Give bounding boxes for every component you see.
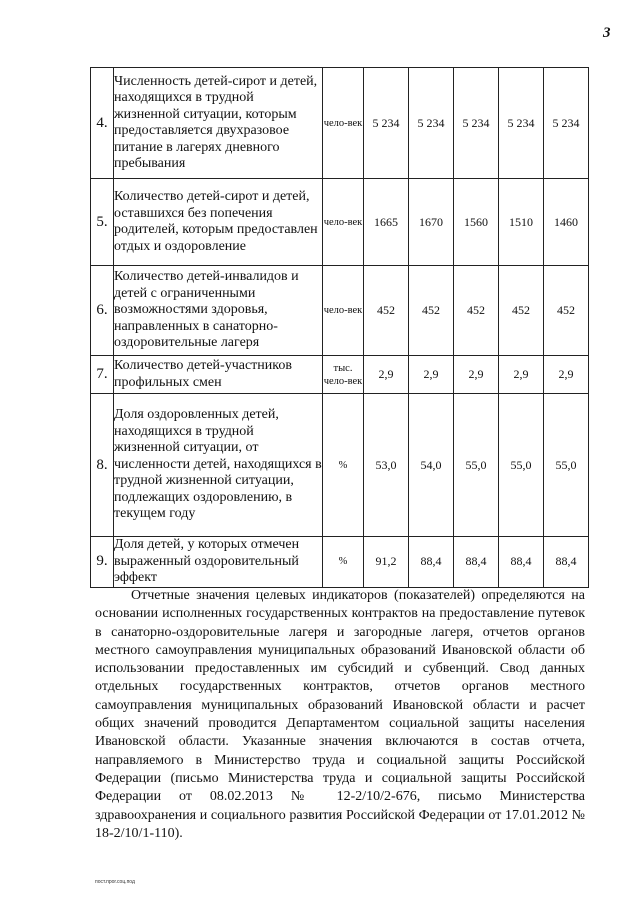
indicator-value: 452 — [544, 266, 589, 356]
indicator-value: 91,2 — [364, 537, 409, 588]
indicator-value: 88,4 — [544, 537, 589, 588]
unit-of-measure: тыс. чело-век — [323, 356, 364, 394]
indicator-value: 1510 — [499, 179, 544, 266]
unit-of-measure: % — [323, 394, 364, 537]
indicator-value: 5 234 — [409, 68, 454, 179]
indicator-value: 2,9 — [364, 356, 409, 394]
indicator-name: Доля оздоровленных детей, находящихся в трудной жизненной ситуации, от численности детей, находящихся в трудной жизненной ситуации, подлежащих оздоровлению, в текущем году — [114, 394, 323, 537]
paragraph-text: Отчетные значения целевых индикаторов (показателей) определяются на основании исполненных государственных контрактов на предоставление путевок в санаторно-оздоровительные лагеря и загородные лагеря, отчетов органов местного самоуправления муниципальных образований Ивановской области об использовании предоставленных им субсидий и субвенций. Свод данных отдельных государственных контрактов, отчетов органов местного самоуправления муниципальных образований Ивановской области и расчет общих значений проводится Департаментом социальной защиты населения Ивановской области. Указанные значения включаются в состав отчета, направляемого в Министерство труда и социальной защиты Российской Федерации (письмо Министерства труда и социальной защиты Российской Федерации от 08.02.2013 № 12-2/10/2-676, письмо Министерства здравоохранения и социального развития Российской Федерации от 17.01.2012 № 18-2/10/1-110). — [95, 588, 585, 841]
indicators-table — [90, 67, 589, 588]
indicator-value: 2,9 — [454, 356, 499, 394]
indicator-value: 1670 — [409, 179, 454, 266]
unit-of-measure: чело-век — [323, 68, 364, 179]
indicator-value: 88,4 — [409, 537, 454, 588]
indicator-value: 55,0 — [544, 394, 589, 537]
indicator-value: 1460 — [544, 179, 589, 266]
row-number: 7. — [91, 356, 114, 394]
indicator-name: Количество детей-сирот и детей, оставшихся без попечения родителей, которым предоставлен отдых и оздоровление — [114, 179, 323, 266]
unit-of-measure: чело-век — [323, 179, 364, 266]
row-number: 5. — [91, 179, 114, 266]
indicator-value: 55,0 — [454, 394, 499, 537]
indicator-value: 88,4 — [499, 537, 544, 588]
row-number: 6. — [91, 266, 114, 356]
unit-of-measure: % — [323, 537, 364, 588]
body-paragraph — [95, 587, 585, 843]
indicator-value: 1560 — [454, 179, 499, 266]
table-row — [91, 179, 589, 266]
indicator-name: Количество детей-инвалидов и детей с ограниченными возможностями здоровья, направленных в санаторно-оздоровительные лагеря — [114, 266, 323, 356]
table-row — [91, 266, 589, 356]
indicator-value: 452 — [499, 266, 544, 356]
indicator-value: 2,9 — [409, 356, 454, 394]
indicator-value: 5 234 — [364, 68, 409, 179]
unit-of-measure: чело-век — [323, 266, 364, 356]
indicator-value: 452 — [454, 266, 499, 356]
indicator-name: Доля детей, у которых отмечен выраженный оздоровительный эффект — [114, 537, 323, 588]
table-row — [91, 356, 589, 394]
indicator-value: 5 234 — [454, 68, 499, 179]
indicator-value: 2,9 — [499, 356, 544, 394]
indicator-name: Количество детей-участников профильных смен — [114, 356, 323, 394]
indicator-value: 88,4 — [454, 537, 499, 588]
row-number: 8. — [91, 394, 114, 537]
indicator-value: 55,0 — [499, 394, 544, 537]
footer-file-label: пост.прог.соц.под — [95, 879, 135, 885]
row-number: 9. — [91, 537, 114, 588]
table-row — [91, 394, 589, 537]
indicator-value: 452 — [364, 266, 409, 356]
table-row — [91, 68, 589, 179]
indicator-value: 54,0 — [409, 394, 454, 537]
row-number: 4. — [91, 68, 114, 179]
indicator-value: 5 234 — [499, 68, 544, 179]
page-number: 3 — [603, 25, 611, 41]
indicator-name: Численность детей-сирот и детей, находящихся в трудной жизненной ситуации, которым предоставляется двухразовое питание в лагерях дневного пребывания — [114, 68, 323, 179]
indicator-value: 452 — [409, 266, 454, 356]
table-row — [91, 537, 589, 588]
indicator-value: 53,0 — [364, 394, 409, 537]
indicator-value: 5 234 — [544, 68, 589, 179]
indicator-value: 2,9 — [544, 356, 589, 394]
indicator-value: 1665 — [364, 179, 409, 266]
indicators-table-body — [91, 68, 589, 588]
